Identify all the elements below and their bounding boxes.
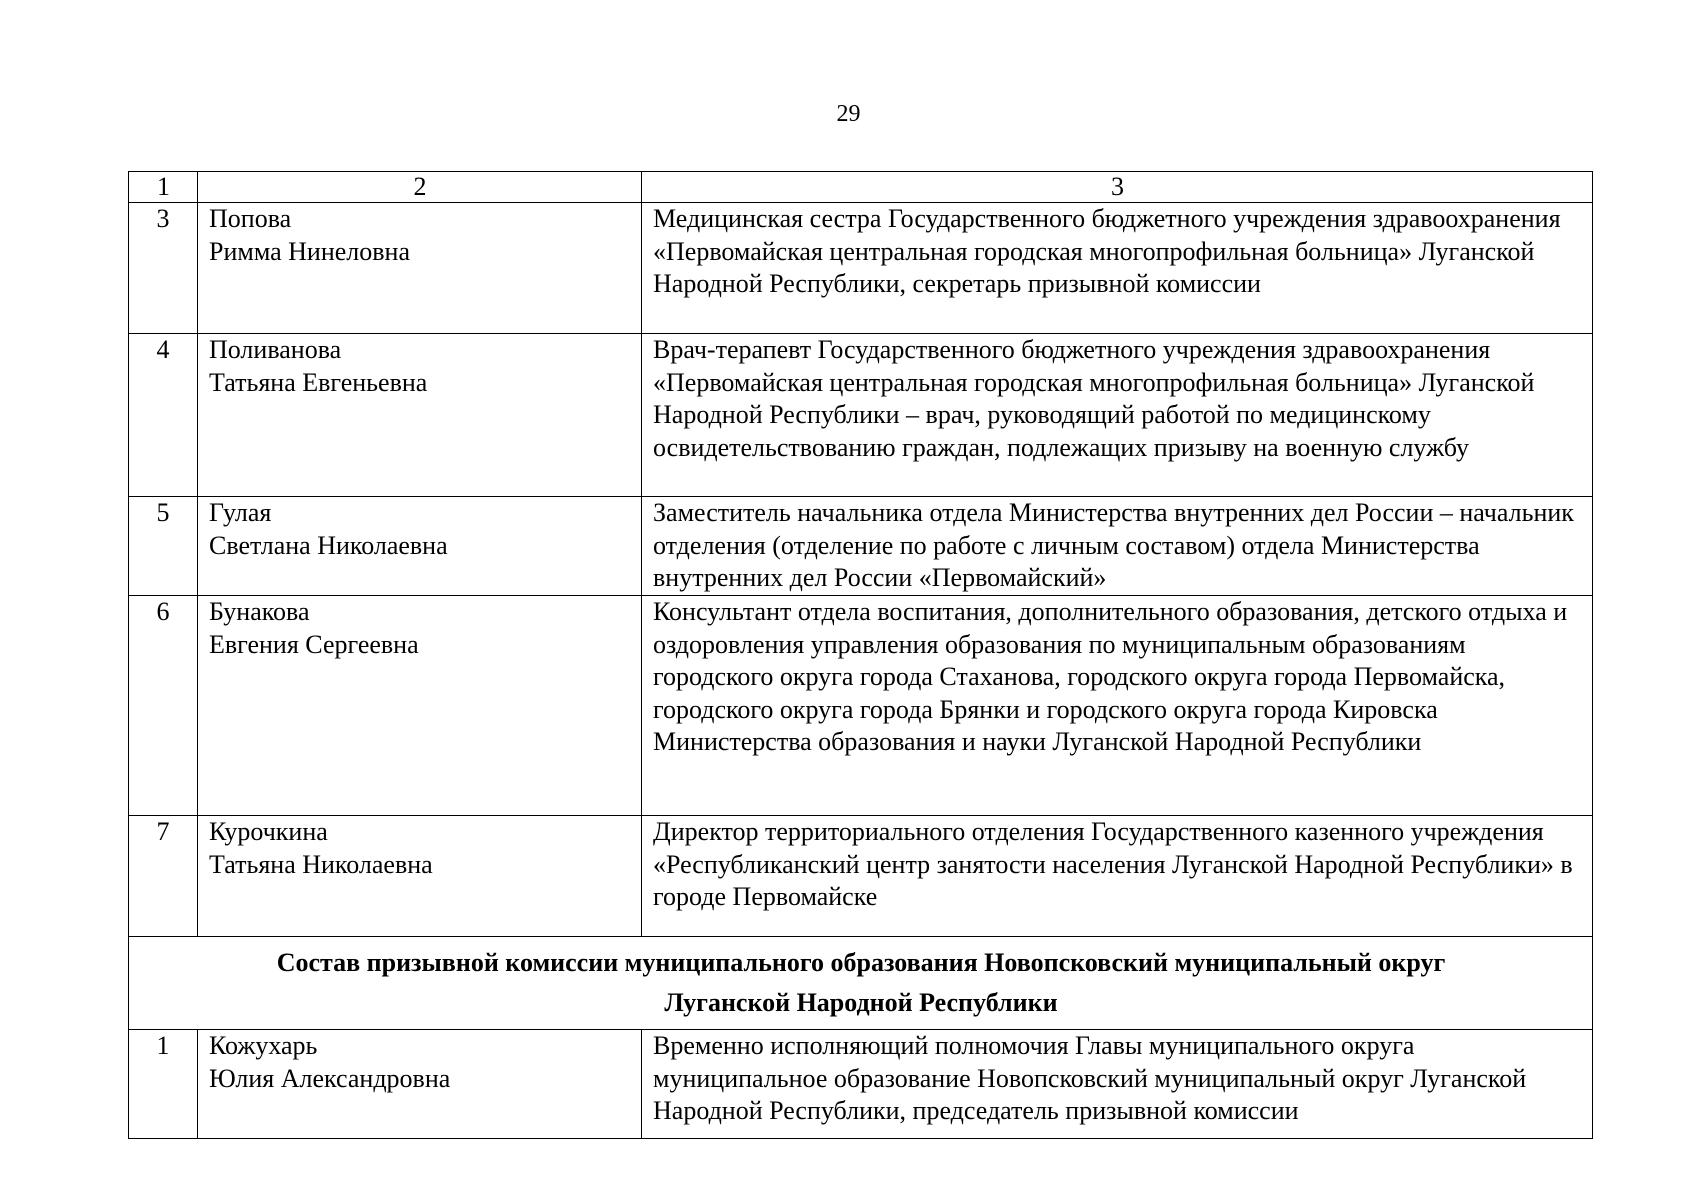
position-description: Врач-терапевт Государственного бюджетного учреждения здравоохранения «Первомайская центральная городская многопрофильная больница» Луганской Народной Республики – врач, руководящий работой по медицинскому освидетельствованию граждан, подлежащих призыву на военную службу xyxy=(642,334,1593,497)
given-names: Евгения Сергеевна xyxy=(209,629,419,659)
row-number: 7 xyxy=(129,816,198,937)
row-number: 3 xyxy=(129,203,198,334)
table-row xyxy=(129,334,1593,497)
section-heading xyxy=(129,937,1593,1030)
given-names: Татьяна Николаевна xyxy=(209,849,433,879)
surname: Гулая xyxy=(209,498,272,527)
table-row xyxy=(129,816,1593,937)
position-description: Медицинская сестра Государственного бюджетного учреждения здравоохранения «Первомайская центральная городская многопрофильная больница» Луганской Народной Республики, секретарь призывной комиссии xyxy=(642,203,1593,334)
section-heading-row xyxy=(129,937,1593,1030)
position-description: Временно исполняющий полномочия Главы муниципального округа муниципальное образование Новопсковский муниципальный округ Луганской Народной Республики, председатель призывной комиссии xyxy=(642,1030,1593,1139)
header-cell: 1 xyxy=(129,172,198,203)
given-names: Римма Нинеловна xyxy=(209,236,410,266)
position-description: Директор территориального отделения Государственного казенного учреждения «Республиканский центр занятости населения Луганской Народной Республики» в городе Первомайске xyxy=(642,816,1593,937)
row-number: 1 xyxy=(129,1030,198,1139)
person-name xyxy=(198,596,642,816)
person-name xyxy=(198,497,642,596)
section-heading-line-1: Состав призывной комиссии муниципального образования Новопсковский муниципальный округ xyxy=(276,948,1446,977)
table-row xyxy=(129,497,1593,596)
surname: Кожухарь xyxy=(209,1031,318,1060)
table-row xyxy=(129,1030,1593,1139)
section-heading-line-2: Луганской Народной Республики xyxy=(664,988,1058,1017)
table-row xyxy=(129,596,1593,816)
given-names: Светлана Николаевна xyxy=(209,530,448,560)
header-cell: 3 xyxy=(642,172,1593,203)
surname: Курочкина xyxy=(209,817,328,846)
table-header-row xyxy=(129,172,1593,203)
person-name xyxy=(198,1030,642,1139)
table-row xyxy=(129,203,1593,334)
row-number: 4 xyxy=(129,334,198,497)
surname: Попова xyxy=(209,204,292,233)
row-number: 6 xyxy=(129,596,198,816)
given-names: Татьяна Евгеньевна xyxy=(209,367,428,397)
given-names: Юлия Александровна xyxy=(209,1063,451,1093)
position-description: Консультант отдела воспитания, дополнительного образования, детского отдыха и оздоровления управления образования по муниципальным образованиям городского округа города Стаханова, городского округа города Первомайска, городского округа города Брянки и городского округа города Кировска Министерства образования и науки Луганской Народной Республики xyxy=(642,596,1593,816)
person-name xyxy=(198,203,642,334)
row-number: 5 xyxy=(129,497,198,596)
surname: Бунакова xyxy=(209,597,310,626)
person-name xyxy=(198,816,642,937)
header-cell: 2 xyxy=(198,172,642,203)
surname: Поливанова xyxy=(209,335,342,364)
position-description: Заместитель начальника отдела Министерства внутренних дел России – начальник отделения (отделение по работе с личным составом) отдела Министерства внутренних дел России «Первомайский» xyxy=(642,497,1593,596)
page-number: 29 xyxy=(836,101,861,127)
commission-table xyxy=(128,171,1593,1139)
person-name xyxy=(198,334,642,497)
